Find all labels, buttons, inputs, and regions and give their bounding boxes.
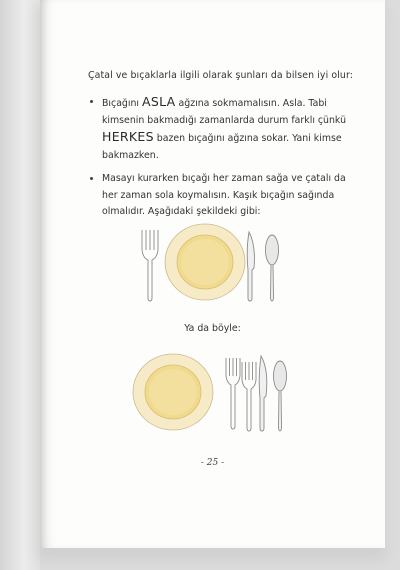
previous-page-edge xyxy=(0,0,40,570)
book-page xyxy=(40,0,385,548)
fork-icon xyxy=(226,358,240,429)
spoon-icon xyxy=(274,361,287,431)
bullet-knife-rule: Bıçağını ASLA ağzına sokmamalısın. Asla. Tabi kimsenin bakmadığı zamanlarda durum farklı çünkü HERKES bazen bıçağını ağzına sokar. Yani kimse bakmazken. xyxy=(88,94,358,164)
plate-icon xyxy=(133,354,213,430)
emphasis-herkes: HERKES xyxy=(102,129,154,144)
page-number: - 25 - xyxy=(200,458,225,468)
bullet-table-setting: Masayı kurarken bıçağı her zaman sağa ve çatalı da her zaman sola koymalısın. Kaşık bıçağın sağında olmalıdır. Aşağıdaki şekildeki gibi: xyxy=(88,171,358,221)
caption-alternative: Ya da böyle: xyxy=(184,323,241,334)
intro-text: Çatal ve bıçaklarla ilgili olarak şunları da bilsen iyi olur: xyxy=(88,70,353,81)
fork-icon xyxy=(242,362,256,431)
emphasis-asla: ASLA xyxy=(142,94,176,109)
knife-icon xyxy=(259,356,267,431)
